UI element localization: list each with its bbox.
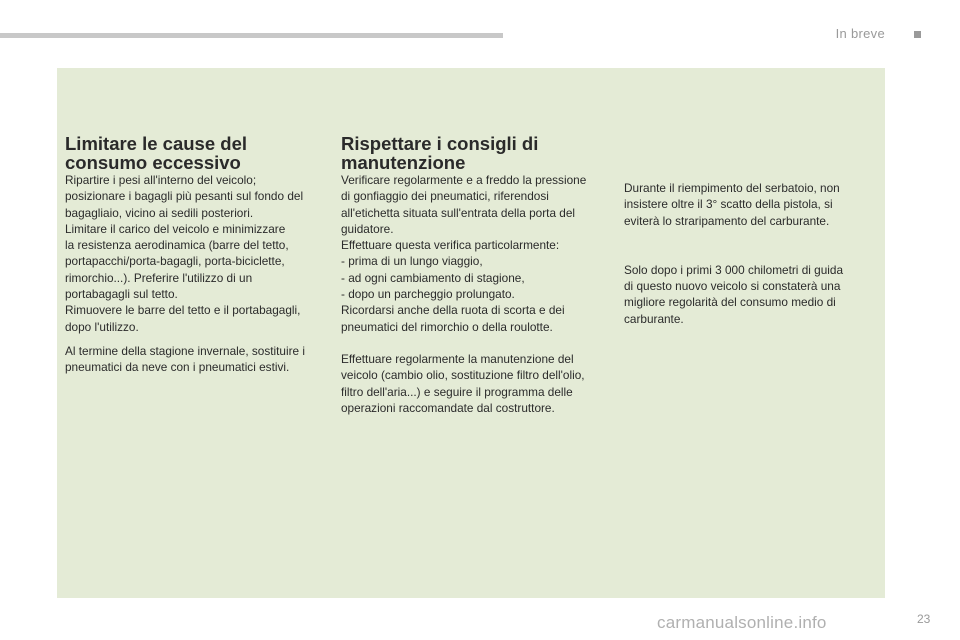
page-number: 23 — [917, 612, 931, 626]
watermark: carmanualsonline.info — [657, 613, 827, 632]
paragraph-tyre-pressure: Verificare regolarmente e a freddo la pressione di gonfiaggio dei pneumatici, riferendosi all'etichetta situata sull'entrata della porta del guidatore. Effettuare questa verifica particolarmente: - prima di un lungo viaggio, - ad ogni cambiamento di stagione, - dopo un parcheggio prolungato. Ricordarsi anche della ruota di scorta e dei pneumatici del rimorchio o della roulotte. — [341, 173, 587, 334]
column-maintenance — [341, 134, 603, 416]
paragraph-load-advice: Ripartire i pesi all'interno del veicolo; posizionare i bagagli più pesanti sul fondo del bagagliaio, vicino ai sedili posteriori. Limitare il carico del veicolo e minimizzare la resistenza aerodinamica (barre del tetto, portapacchi/porta-bagagli, porta-biciclette, rimorchio...). Preferire l'utilizzo di un portabagagli sul tetto. Rimuovere le barre del tetto e il portabagagli, dopo l'utilizzo. — [65, 173, 304, 334]
paragraph-break-in: Solo dopo i primi 3 000 chilometri di guida di questo nuovo veicolo si constaterà una migliore regolarità del consumo medio di carburante. — [624, 262, 844, 326]
heading-limit-consumption: Limitare le cause del consumo eccessivo — [65, 133, 248, 173]
paragraph-refuel: Durante il riempimento del serbatoio, non insistere oltre il 3° scatto della pistola, si eviterà lo straripamento del carburante. — [624, 181, 840, 228]
heading-maintenance: Rispettare i consigli di manutenzione — [341, 133, 539, 173]
column-refuel — [624, 180, 862, 327]
section-title: In breve — [835, 26, 885, 41]
header-square-marker — [914, 31, 921, 38]
paragraph-tyre-season: Al termine della stagione invernale, sostituire i pneumatici da neve con i pneumatici estivi. — [65, 343, 305, 375]
column-limit-consumption — [65, 134, 323, 376]
header-progress-bar — [0, 33, 503, 38]
paragraph-service: Effettuare regolarmente la manutenzione del veicolo (cambio olio, sostituzione filtro dell'olio, filtro dell'aria...) e seguire il programma delle operazioni raccomandate dal costruttore. — [341, 351, 585, 415]
